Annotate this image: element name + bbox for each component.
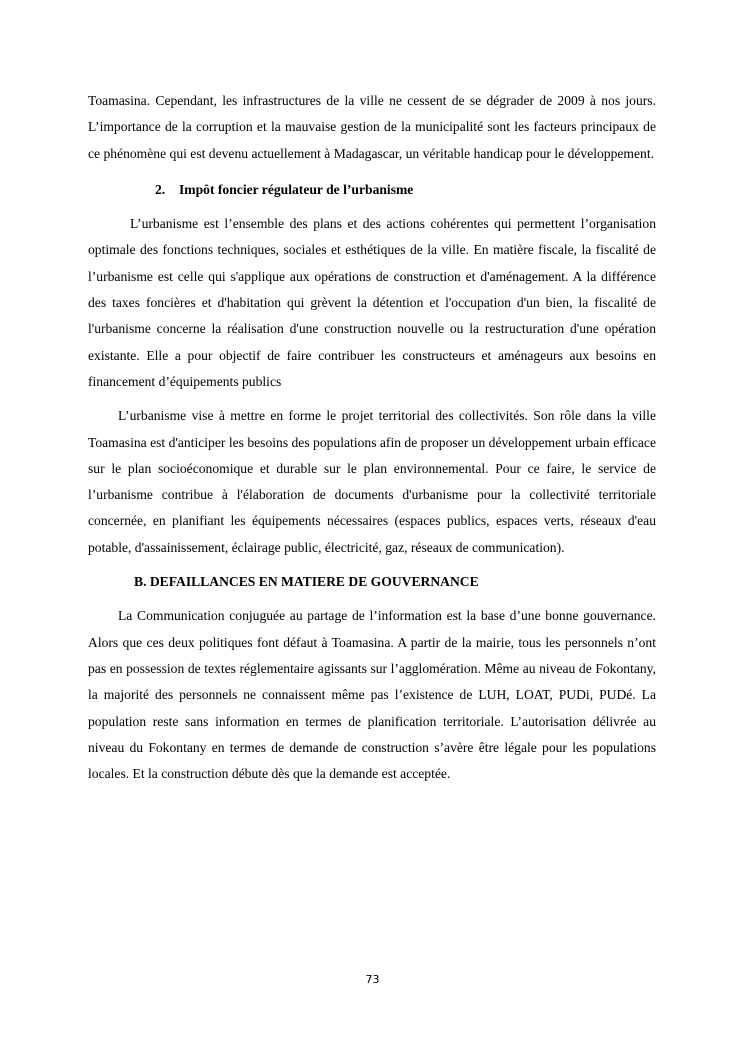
document-page bbox=[88, 88, 656, 795]
paragraph-intro: Toamasina. Cependant, les infrastructures de la ville ne cessent de se dégrader de 2009 à nos jours. L’importance de la corruption et la mauvaise gestion de la municipalité sont les facteurs principaux de ce phénomène qui est devenu actuellement à Madagascar, un véritable handicap pour le développement. bbox=[88, 93, 656, 161]
paragraph-gouvernance: La Communication conjuguée au partage de l’information est la base d’une bonne gouvernance. Alors que ces deux politiques font défaut à Toamasina. A partir de la mairie, tous les personnels n’ont pas en possession de textes réglementaire agissants sur l’agglomération. Même au niveau de Fokontany, la majorité des personnels ne connaissent même pas l’existence de LUH, LOAT, PUDi, PUDé. La population reste sans information en termes de planification territoriale. L’autorisation délivrée au niveau du Fokontany en termes de demande de construction s’avère être légale pour les populations locales. Et la construction débute dès que la demande est acceptée. bbox=[88, 608, 656, 782]
paragraph-urbanisme-definition: L’urbanisme est l’ensemble des plans et des actions cohérentes qui permettent l’organisation optimale des fonctions techniques, sociales et esthétiques de la ville. En matière fiscale, la fiscalité de l’urbanisme est celle qui s'applique aux opérations de construction et d'aménagement. A la différence des taxes foncières et d'habitation qui grèvent la détention et l'occupation d'un bien, la fiscalité de l'urbanisme concerne la réalisation d'une construction nouvelle ou la restructuration d'une opération existante. Elle a pour objectif de faire contribuer les constructeurs et aménageurs aux besoins en financement d’équipements publics bbox=[88, 216, 656, 389]
section-number: 2. bbox=[155, 181, 166, 197]
section-heading-b: B. DEFAILLANCES EN MATIERE DE GOUVERNANCE bbox=[134, 574, 479, 590]
page-number: 73 bbox=[365, 973, 380, 986]
section-heading-2 bbox=[88, 177, 656, 203]
paragraph-urbanisme-role: L’urbanisme vise à mettre en forme le projet territorial des collectivités. Son rôle dans la ville Toamasina est d'anticiper les besoins des populations afin de proposer un développement urbain efficace sur le plan socioéconomique et durable sur le plan environnemental. Pour ce faire, le service de l’urbanisme contribue à l'élaboration de documents d'urbanisme pour la collectivité territoriale concernée, en planifiant les équipements nécessaires (espaces publics, espaces verts, réseaux d'eau potable, d'assainissement, éclairage public, électricité, gaz, réseaux de communication). bbox=[88, 408, 656, 555]
section-title: Impôt foncier régulateur de l’urbanisme bbox=[179, 181, 414, 197]
